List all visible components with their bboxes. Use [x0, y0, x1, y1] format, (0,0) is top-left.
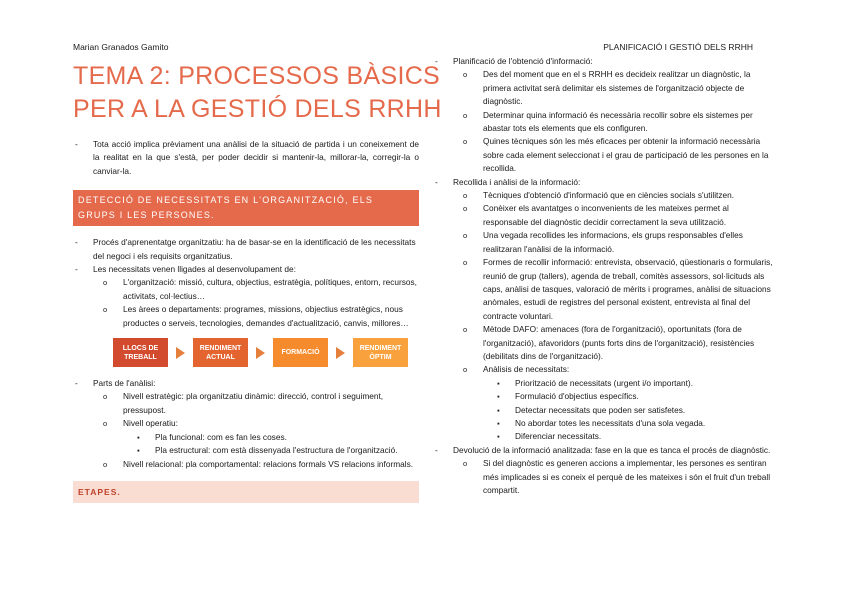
- sub-list-item: o Mètode DAFO: amenaces (fora de l'organització), oportunitats (fora de l'organització), afavoridors (punts forts dins de l'organització), resistències (debilitats dins de l'organització).: [453, 323, 775, 363]
- bullet-item: ▪ Diferenciar necessitats.: [483, 430, 775, 443]
- sub-list-item: o Conèixer els avantatges o inconvenients de les mateixes permet al responsable del diagnòstic decidir correctament la seva utilització.: [453, 202, 775, 229]
- title-line-2: PER A LA GESTIÓ DELS RRHH: [73, 95, 442, 123]
- sub-list-item: o Des del moment que en el s RRHH es decideix realitzar un diagnòstic, la primera activitat serà delimitar els sistemes de l'organització objecte de diagnòstic.: [453, 68, 775, 108]
- diagram-box-rendiment-actual: RENDIMENT ACTUAL: [193, 338, 248, 367]
- sub-list-item: o Nivell estratègic: pla organitzatiu dinàmic: direcció, control i seguiment, pressupost.: [93, 390, 419, 417]
- sub-list-item: o Quines tècniques són les més eficaces per obtenir la informació necessària sobre cada element seleccionat i el grau de participació de les persones en la recollida.: [453, 135, 775, 175]
- etapes-list: [433, 55, 775, 497]
- bullet-item: ▪ Pla funcional: com es fan les coses.: [123, 431, 419, 444]
- list-item: - Procés d'aprenentatge organitzatiu: ha de basar-se en la identificació de les necessitats del negoci i els requisits organitzatius.: [73, 236, 419, 263]
- sub-list-item: o L'organització: missió, cultura, objectius, estratègia, polítiques, entorn, recursos, activitats, col·lectius…: [93, 276, 419, 303]
- list-item: - Planificació de l'obtenció d'informació: o Des del moment que en el s RRHH es decideix realitzar un diagnòstic, la primera activitat serà delimitar els sistemes de l'organització objecte de diagnòstic. o Determinar quina informació és necessària recollir sobre els sistemes per abastar tots els elements que els configuren. o Quines tècniques són les més eficaces per obtenir la informació necessària sobre cada element seleccionat i el grau de participació de les persones en la recollida.: [433, 55, 775, 176]
- parts-list: [73, 377, 419, 471]
- author-name: Marian Granados Gamito: [73, 42, 169, 52]
- list-item: - Devolució de la informació analitzada: fase en la que es tanca el procés de diagnòstic. o Si del diagnòstic es generen accions a implementar, les persones es sentiran més implicades si es coneix el perquè de les mateixes i són el fruit d'un treball compartit.: [433, 444, 775, 498]
- sub-list-item: o Nivell operatiu: ▪ Pla funcional: com es fan les coses. ▪ Pla estructural: com està dissenyada l'estructura de l'organització.: [93, 417, 419, 457]
- arrow-right-icon: [336, 347, 345, 359]
- process-diagram: [113, 338, 419, 367]
- sub-list-item: o Tècniques d'obtenció d'informació que en ciències socials s'utilitzen.: [453, 189, 775, 202]
- intro-list: [73, 138, 419, 178]
- diagram-box-rendiment-optim: RENDIMENT ÒPTIM: [353, 338, 408, 367]
- section-heading-etapes: ETAPES.: [73, 481, 419, 503]
- right-column: [433, 55, 775, 497]
- left-column: [73, 58, 442, 503]
- section-heading-deteccio: DETECCIÓ DE NECESSITATS EN L'ORGANITZACIÓ, ELS GRUPS I LES PERSONES.: [73, 190, 419, 226]
- bullet-item: ▪ Priorització de necessitats (urgent i/o important).: [483, 377, 775, 390]
- bullet-item: ▪ Formulació d'objectius específics.: [483, 390, 775, 403]
- bullet-item: ▪ Detectar necessitats que poden ser satisfetes.: [483, 404, 775, 417]
- sub-list-item: o Determinar quina informació és necessària recollir sobre els sistemes per abastar tots els elements que els configuren.: [453, 109, 775, 136]
- sub-list-item: o Formes de recollir informació: entrevista, observació, qüestionaris o formularis, reunió de grup (tallers), agenda de treball, comitès assessors, sol·licituds als caps, anàlisi de tasques, valoració de mèrits i programes, anàlisi de situacions anòmales, estudi de registres del personal existent, entrevista al final del contracte voluntari.: [453, 256, 775, 323]
- list-item: - Parts de l'anàlisi: o Nivell estratègic: pla organitzatiu dinàmic: direcció, control i seguiment, pressupost. o Nivell operatiu: ▪ Pla funcional: com es fan les coses. ▪ Pla estructural: com està dissenyada l'estructura de l'organització. o Nivell relacional: pla comportamental: relacions formals VS relacions informals.: [73, 377, 419, 471]
- diagram-box-llocs: LLOCS DE TREBALL: [113, 338, 168, 367]
- sub-list-item: o Les àrees o departaments: programes, missions, objectius estratègics, nous productes o serveis, tecnologies, demandes d'actualització, canvis, millores…: [93, 303, 419, 330]
- sub-list-item: o Nivell relacional: pla comportamental: relacions formals VS relacions informals.: [93, 458, 419, 471]
- arrow-right-icon: [256, 347, 265, 359]
- sub-list-item: o Una vegada recollides les informacions, els grups responsables d'elles realitzaran l'anàlisi de la informació.: [453, 229, 775, 256]
- deteccio-list: [73, 236, 419, 330]
- list-item: - Les necessitats venen lligades al desenvolupament de: o L'organització: missió, cultura, objectius, estratègia, polítiques, entorn, recursos, activitats, col·lectius… o Les àrees o departaments: programes, missions, objectius estratègics, nous productes o serveis, tecnologies, demandes d'actualització, canvis, millores…: [73, 263, 419, 330]
- bullet-item: ▪ Pla estructural: com està dissenyada l'estructura de l'organització.: [123, 444, 419, 457]
- running-header: PLANIFICACIÓ I GESTIÓ DELS RRHH: [603, 42, 753, 52]
- page-title: [73, 60, 442, 126]
- sub-list-item: o Si del diagnòstic es generen accions a implementar, les persones es sentiran més implicades si es coneix el perquè de les mateixes i són el fruit d'un treball compartit.: [453, 457, 775, 497]
- list-item: - Recollida i anàlisi de la informació: o Tècniques d'obtenció d'informació que en ciències socials s'utilitzen. o Conèixer els avantatges o inconvenients de les mateixes permet al responsable del diagnòstic decidir correctament la seva utilització. o Una vegada recollides les informacions, els grups responsables d'elles realitzaran l'anàlisi de la informació. o Formes de recollir informació: entrevista, observació, qüestionaris o formularis, reunió de grup (tallers), agenda de treball, comitès assessors, sol·licituds als caps, anàlisi de tasques, valoració de mèrits i programes, anàlisi de situacions anòmales, estudi de registres del personal existent, entrevista al final del contracte voluntari. o Mètode DAFO: amenaces (fora de l'organització), oportunitats (fora de l'organització), afavoridors (punts forts dins de l'organització), resistències (debilitats dins de l'organització). o Anàlisis de necessitats: ▪ Priorització de necessitats (urgent i/o important). ▪ Formulació d'objectius específics. ▪ Detectar necessitats que poden ser satisfetes. ▪ No abordar totes les necessitats d'una sola vegada. ▪ Diferenciar necessitats.: [433, 176, 775, 444]
- intro-paragraph: - Tota acció implica prèviament una anàlisi de la situació de partida i un coneixement de la realitat en la que s'està, per poder decidir si mantenir-la, millorar-la, corregir-la o canviar-la.: [73, 138, 419, 178]
- sub-list-item: o Anàlisis de necessitats: ▪ Priorització de necessitats (urgent i/o important). ▪ Formulació d'objectius específics. ▪ Detectar necessitats que poden ser satisfetes. ▪ No abordar totes les necessitats d'una sola vegada. ▪ Diferenciar necessitats.: [453, 363, 775, 443]
- bullet-item: ▪ No abordar totes les necessitats d'una sola vegada.: [483, 417, 775, 430]
- diagram-box-formacio: FORMACIÓ: [273, 338, 328, 367]
- title-line-1: TEMA 2: PROCESSOS BÀSICS: [73, 62, 441, 90]
- arrow-right-icon: [176, 347, 185, 359]
